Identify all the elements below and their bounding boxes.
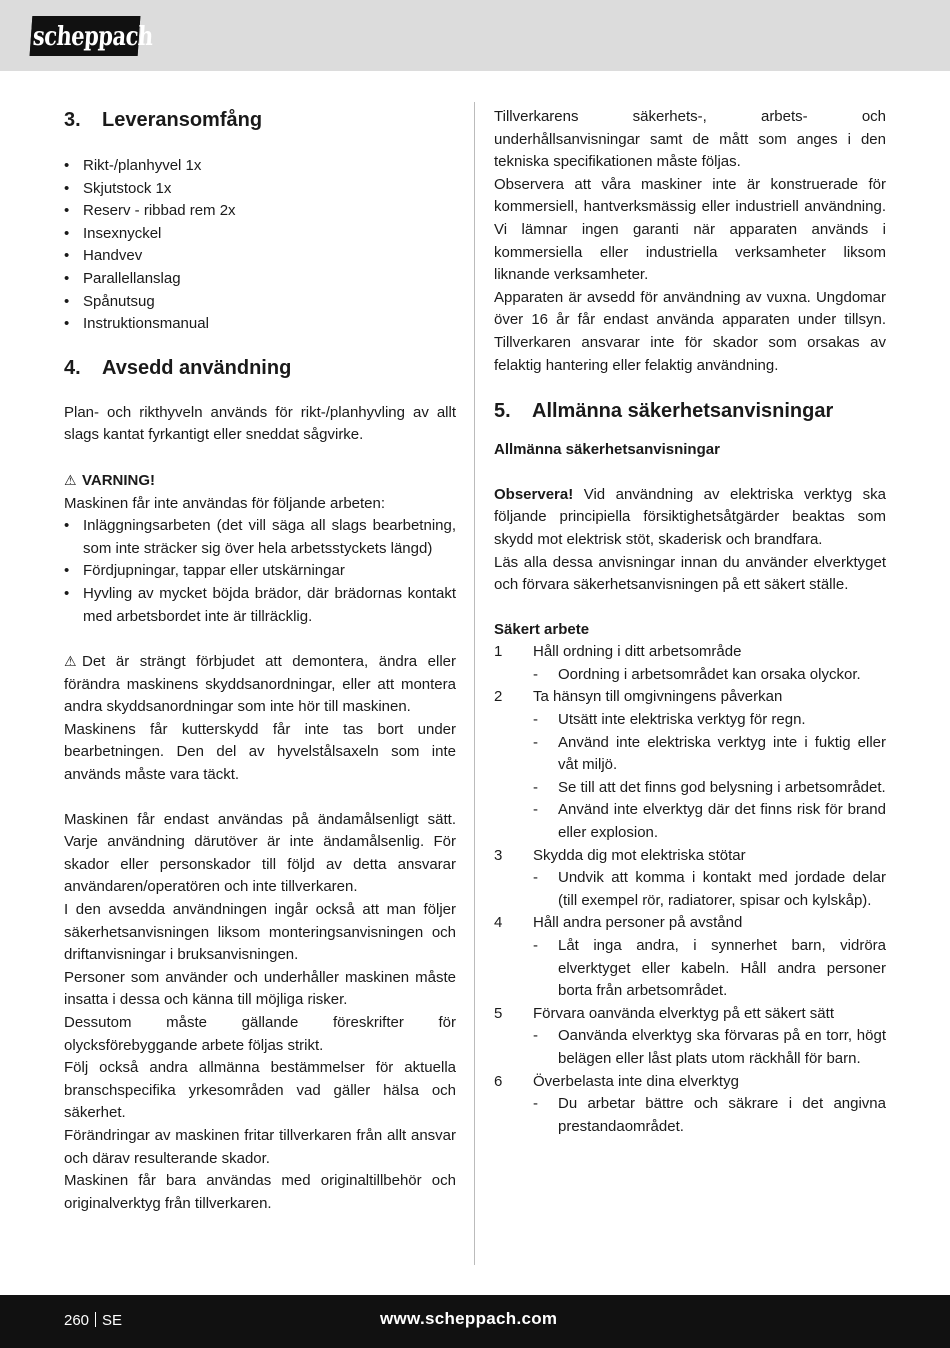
paragraph: Följ också andra allmänna bestämmelser för aktuella branschspecifika yrkesområden vad gäller hälsa och säkerhet. xyxy=(64,1059,456,1122)
list-item: - Oordning i arbetsområdet kan orsaka olyckor. xyxy=(494,664,886,687)
delivery-list xyxy=(64,155,456,336)
list-item: - Undvik att komma i kontakt med jordade delar (till exempel rör, radiatorer, spisar och kylskåp). xyxy=(494,867,886,912)
safety-item: 4 Håll andra personer på avstånd - Låt inga andra, i synnerhet barn, vidröra elverktyget eller kabeln. Håll andra personer borta från arbetsområdet. xyxy=(494,912,886,1002)
safety-subtitle: Allmänna säkerhetsanvisningar xyxy=(494,441,720,459)
safety-item: 5 Förvara oanvända elverktyg på ett säkert sätt - Oanvända elverktyg ska förvaras på en torr, högt belägen eller låst plats utom räckhåll för barn. xyxy=(494,1003,886,1071)
left-column xyxy=(64,106,456,1215)
paragraph: Observera att våra maskiner inte är konstruerade för kommersiell, hantverksmässig eller industriell användning. Vi lämnar ingen garanti när apparaten används i kommersiella eller industriella verksamheter liksom liknande verksamheter. xyxy=(494,175,886,284)
warning-triangle-icon: ⚠ xyxy=(64,471,77,488)
list-item: • Fördjupningar, tappar eller utskärningar xyxy=(64,560,456,583)
header-bar xyxy=(0,0,950,71)
forbidden-paragraph: ⚠ Det är strängt förbjudet att demontera, ändra eller förändra maskinens skyddsanordningar, eller att montera andra skyddsanordningar som inte hör till maskinen. xyxy=(64,650,456,719)
list-item: • Handvev xyxy=(64,245,456,268)
list-item: - Oanvända elverktyg ska förvaras på en torr, högt belägen eller låst plats utom räckhåll för barn. xyxy=(494,1025,886,1070)
cutter-paragraph: Maskinens får kutterskydd får inte tas bort under bearbetningen. Den del av hyvelstålsaxeln som inte används måste vara täckt. xyxy=(64,720,456,784)
list-item: • Hyvling av mycket böjda brädor, där brädornas kontakt med arbetsbordet inte är tillräcklig. xyxy=(64,583,456,628)
warning-triangle-icon: ⚠ xyxy=(64,653,77,670)
paragraph: Förändringar av maskinen fritar tillverkaren från allt ansvar och därav resulterande skador. xyxy=(64,1126,456,1167)
usage-paragraphs xyxy=(64,809,456,1216)
warning-text: Maskinen får inte användas för följande arbeten: xyxy=(64,494,386,512)
paragraph: Tillverkarens säkerhets-, arbets- och underhållsanvisningar samt de mått som anges i den tekniska specifikationen måste följas. xyxy=(494,108,886,171)
list-item: - Använd inte elektriska verktyg inte i fuktig eller våt miljö. xyxy=(494,732,886,777)
paragraph: Dessutom måste gällande föreskrifter för olycksförebyggande arbete följas strikt. xyxy=(64,1014,456,1054)
safety-item: 2 Ta hänsyn till omgivningens påverkan - Utsätt inte elektriska verktyg för regn. - Använd inte elektriska verktyg inte i fuktig eller våt miljö. - Se till att det finns god belysning i arbetsområdet. - Använd inte elverktyg där det finns risk för brand eller explosion. xyxy=(494,686,886,844)
right-column xyxy=(494,106,886,1138)
page-number: 260 SE xyxy=(64,1312,123,1329)
paragraph: I den avsedda användningen ingår också att man följer säkerhetsanvisningen liksom monteringsanvisningen och driftanvisningar i bruksanvisningen. xyxy=(64,901,456,964)
scheppach-logo: scheppach xyxy=(30,16,141,56)
warning-title: ⚠ VARNING! xyxy=(64,469,456,493)
paragraph: Maskinen får bara användas med originaltillbehör och originalverktyg från tillverkaren. xyxy=(64,1172,456,1212)
section-5-heading: 5. Allmänna säkerhetsanvisningar xyxy=(494,400,834,423)
safety-item: 1 Håll ordning i ditt arbetsområde - Oordning i arbetsområdet kan orsaka olyckor. xyxy=(494,641,886,686)
list-item: • Spånutsug xyxy=(64,291,456,314)
safe-work-title: Säkert arbete xyxy=(494,620,590,638)
paragraph: Maskinen får endast användas på ändamålsenligt sätt. Varje användning därutöver är inte ändamålsenlig. För skador eller personskador till följd av detta ansvarar användaren/operatören och inte tillverkaren. xyxy=(64,810,456,896)
list-item: - Använd inte elverktyg där det finns risk för brand eller explosion. xyxy=(494,799,886,844)
website-link[interactable]: www.scheppach.com xyxy=(380,1309,558,1328)
intended-use-intro: Plan- och rikthyveln används för rikt-/planhyvling av allt slags kantat fyrkantigt eller sneddat sågvirke. xyxy=(64,403,456,444)
safety-item: 6 Överbelasta inte dina elverktyg - Du arbetar bättre och säkrare i det angivna prestandaområdet. xyxy=(494,1071,886,1139)
list-item: - Du arbetar bättre och säkrare i det angivna prestandaområdet. xyxy=(494,1093,886,1138)
section-3-heading: 3. Leveransomfång xyxy=(64,109,263,131)
list-item: • Reserv - ribbad rem 2x xyxy=(64,200,456,223)
list-item: - Utsätt inte elektriska verktyg för regn. xyxy=(494,709,886,732)
column-divider xyxy=(474,102,475,1265)
section-4-heading: 4. Avsedd användning xyxy=(64,356,292,379)
footer-bar xyxy=(0,1295,950,1348)
paragraph: Apparaten är avsedd för användning av vuxna. Ungdomar över 16 år får endast använda apparaten under tillsyn. Tillverkaren ansvarar inte för skador som orsakas av felaktig hantering eller felaktig användning. xyxy=(494,288,886,374)
list-item: • Inläggningsarbeten (det vill säga all slags bearbetning, som inte sträcker sig över hela arbetsstyckets längd) xyxy=(64,515,456,560)
paragraph: Personer som använder och underhåller maskinen måste insatta i dessa och känna till möjliga risker. xyxy=(64,968,456,1009)
list-item: • Rikt-/planhyvel 1x xyxy=(64,155,456,178)
list-item: • Parallellanslag xyxy=(64,268,456,291)
list-item: - Låt inga andra, i synnerhet barn, vidröra elverktyget eller kabeln. Håll andra personer borta från arbetsområdet. xyxy=(494,935,886,1003)
observe-paragraph: Observera! Vid användning av elektriska verktyg ska följande principiella försiktighetsåtgärder beaktas som skydd mot elektrisk stöt, skaderisk och brandfara. xyxy=(494,485,886,548)
list-item: • Insexnyckel xyxy=(64,223,456,246)
list-item: • Instruktionsmanual xyxy=(64,313,456,336)
list-item: • Skjutstock 1x xyxy=(64,178,456,201)
warning-list xyxy=(64,515,456,628)
list-item: - Se till att det finns god belysning i arbetsområdet. xyxy=(494,777,886,800)
read-all-paragraph: Läs alla dessa anvisningar innan du använder elverktyget och förvara säkerhetsanvisningen på ett säkert ställe. xyxy=(494,553,886,594)
safety-item: 3 Skydda dig mot elektriska stötar - Undvik att komma i kontakt med jordade delar (till exempel rör, radiatorer, spisar och kylskåp). xyxy=(494,845,886,913)
